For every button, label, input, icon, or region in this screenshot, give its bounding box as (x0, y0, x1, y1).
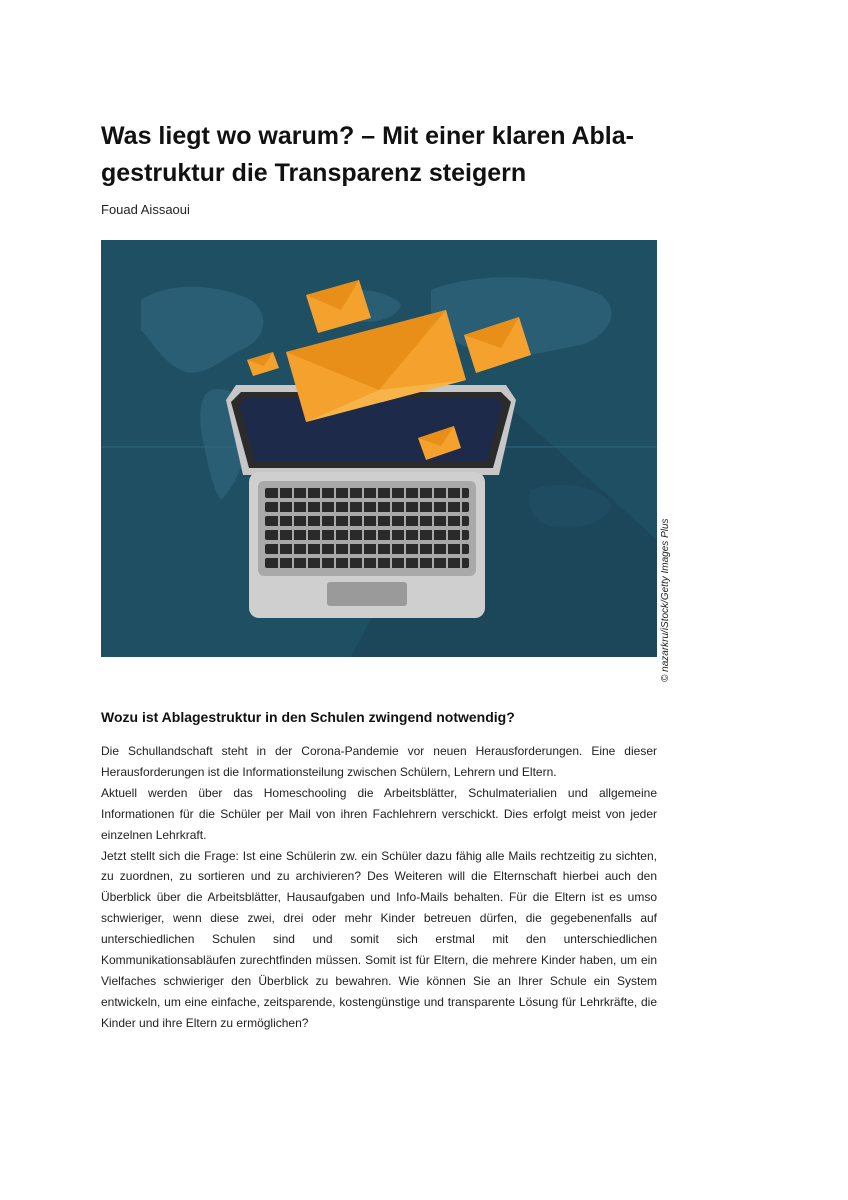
laptop-email-illustration (101, 240, 657, 657)
article-title (101, 118, 661, 192)
author-name: Fouad Aissaoui (101, 202, 190, 217)
image-credit: © nazarkru/iStock/Getty Images Plus (660, 518, 671, 682)
paragraph-1: Die Schullandschaft steht in der Corona-Pandemie vor neuen Herausforderungen. Eine dieser Herausforderungen ist die Informationsteilung zwischen Schülern, Lehrern und Eltern. (101, 744, 657, 779)
section-heading: Wozu ist Ablagestruktur in den Schulen zwingend notwendig? (101, 709, 515, 725)
paragraph-3: Jetzt stellt sich die Frage: Ist eine Schülerin zw. ein Schüler dazu fähig alle Mails rechtzeitig zu sichten, zu zuordnen, zu sortieren und zu archivieren? Des Weiteren will die Elternschaft hierbei auch den Überblick über die Arbeitsblätter, Hausaufgaben und Info-Mails behalten. Für die Eltern ist es umso schwieriger, wenn diese zwei, drei oder mehr Kinder betreuen dürfen, die gegebenenfalls auf unterschiedlichen Schulen sind und somit sich erstmal mit den unterschiedlichen Kommunikationsabläufen zurechtfinden müssen. Somit ist für Eltern, die mehrere Kinder haben, um ein Vielfaches schwieriger den Überblick zu bewahren. Wie können Sie an Ihrer Schule ein System entwickeln, um eine einfache, zeitsparende, kostengünstige und transparente Lösung für Lehrkräfte, die Kinder und ihre Eltern zu ermöglichen? (101, 848, 657, 1030)
paragraph-2: Aktuell werden über das Homeschooling die Arbeitsblätter, Schulmaterialien und allgemeine Informationen für die Schüler per Mail von ihren Fachlehrern verschickt. Dies erfolgt meist von jeder einzelnen Lehrkraft. (101, 785, 657, 842)
article-title-line-2: gestruktur die Transparenz steigern (101, 159, 527, 187)
section-body (101, 741, 657, 1034)
hero-illustration (101, 240, 657, 657)
laptop-screen (239, 398, 503, 462)
article-title-line-1: Was liegt wo warum? – Mit einer klaren Abla- (101, 122, 634, 150)
trackpad (327, 582, 407, 606)
